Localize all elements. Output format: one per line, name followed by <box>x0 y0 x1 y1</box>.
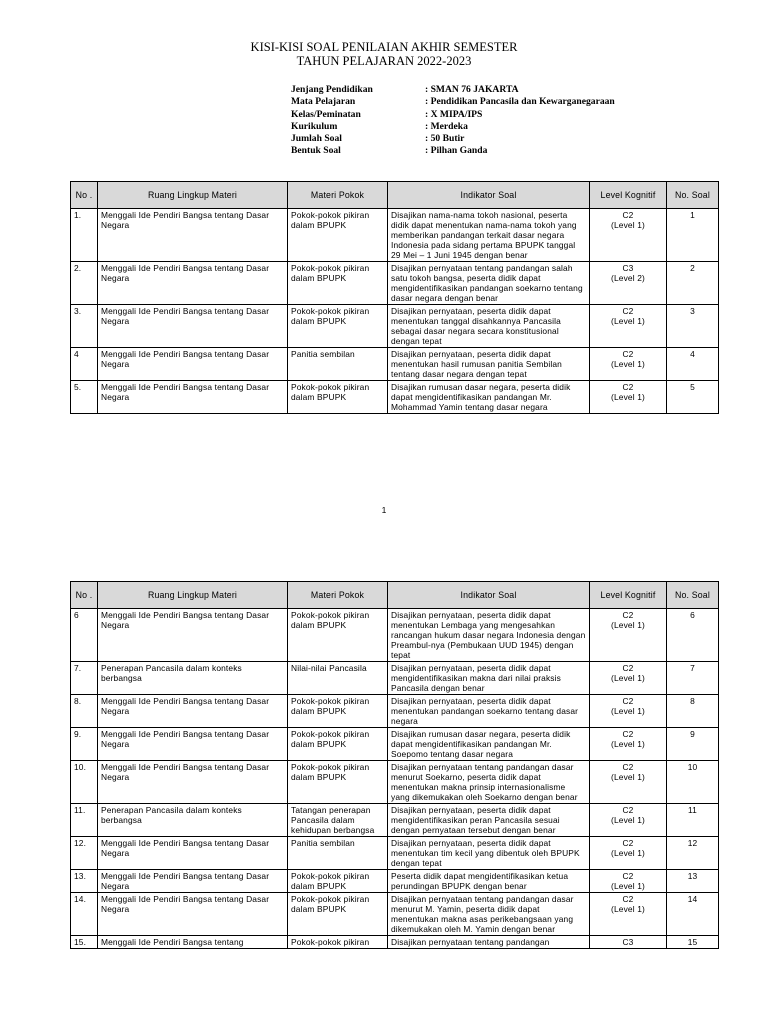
meta-label: Jenjang Pendidikan <box>291 84 373 95</box>
cell-materi-pokok: Pokok-pokok pikiran dalam BPUPK <box>288 609 388 662</box>
level-sub: (Level 1) <box>611 848 645 858</box>
table-row <box>71 695 719 728</box>
cell-no: 6 <box>71 609 98 662</box>
cell-no: 13. <box>71 870 98 893</box>
cell-indikator: Disajikan rumusan dasar negara, peserta didik dapat mengidentifikasikan pandangan Mr. Mohammad Yamin tentang dasar negara <box>388 381 590 414</box>
level-code: C2 <box>622 762 634 772</box>
cell-level <box>590 209 667 262</box>
table-row <box>71 936 719 949</box>
meta-row <box>291 96 615 108</box>
cell-materi-pokok: Pokok-pokok pikiran dalam BPUPK <box>288 893 388 936</box>
cell-no-soal: 9 <box>667 728 719 761</box>
table-row <box>71 305 719 348</box>
cell-level <box>590 728 667 761</box>
level-code: C3 <box>622 937 634 947</box>
meta-label: Kelas/Peminatan <box>291 108 361 120</box>
cell-materi-pokok: Tatangan penerapan Pancasila dalam kehidupan berbangsa <box>288 804 388 837</box>
cell-materi-pokok: Pokok-pokok pikiran dalam BPUPK <box>288 305 388 348</box>
col-header-indikator: Indikator Soal <box>388 182 590 209</box>
cell-no-soal: 11 <box>667 804 719 837</box>
cell-no: 12. <box>71 837 98 870</box>
cell-level <box>590 695 667 728</box>
cell-ruang-lingkup: Menggali Ide Pendiri Bangsa tentang Dasar Negara <box>98 893 288 936</box>
table-row <box>71 837 719 870</box>
cell-materi-pokok: Panitia sembilan <box>288 348 388 381</box>
cell-materi-pokok: Pokok-pokok pikiran dalam BPUPK <box>288 381 388 414</box>
cell-level <box>590 804 667 837</box>
cell-no-soal: 13 <box>667 870 719 893</box>
cell-no-soal: 14 <box>667 893 719 936</box>
cell-no-soal: 15 <box>667 936 719 949</box>
meta-value: : Pilhan Ganda <box>425 145 488 157</box>
cell-no: 3. <box>71 305 98 348</box>
level-code: C2 <box>622 838 634 848</box>
col-header-level: Level Kognitif <box>590 582 667 609</box>
table-row <box>71 804 719 837</box>
table-row <box>71 209 719 262</box>
col-header-materi: Materi Pokok <box>288 582 388 609</box>
level-code: C2 <box>622 805 634 815</box>
cell-no: 4 <box>71 348 98 381</box>
level-sub: (Level 1) <box>611 316 645 326</box>
cell-no: 14. <box>71 893 98 936</box>
cell-ruang-lingkup: Menggali Ide Pendiri Bangsa tentang Dasar Negara <box>98 695 288 728</box>
cell-no: 15. <box>71 936 98 949</box>
level-sub: (Level 1) <box>611 620 645 630</box>
level-sub: (Level 1) <box>611 772 645 782</box>
cell-materi-pokok: Pokok-pokok pikiran dalam BPUPK <box>288 209 388 262</box>
cell-materi-pokok: Pokok-pokok pikiran dalam BPUPK <box>288 761 388 804</box>
cell-level <box>590 893 667 936</box>
cell-no: 8. <box>71 695 98 728</box>
cell-no-soal: 12 <box>667 837 719 870</box>
meta-label: Jumlah Soal <box>291 133 342 145</box>
table-body-page-2 <box>71 609 719 949</box>
level-sub: (Level 1) <box>611 904 645 914</box>
meta-value: : Pendidikan Pancasila dan Kewarganegaraan <box>425 96 615 108</box>
table-row <box>71 262 719 305</box>
col-header-materi: Materi Pokok <box>288 182 388 209</box>
col-header-no: No . <box>71 182 98 209</box>
cell-no-soal: 6 <box>667 609 719 662</box>
cell-no-soal: 3 <box>667 305 719 348</box>
cell-indikator: Disajikan rumusan dasar negara, peserta didik dapat mengidentifikasikan pandangan Mr. Soepomo tentang dasar negara <box>388 728 590 761</box>
document-title: KISI-KISI SOAL PENILAIAN AKHIR SEMESTER <box>250 40 518 54</box>
meta-value: : 50 Butir <box>425 133 465 145</box>
cell-ruang-lingkup: Penerapan Pancasila dalam konteks berbangsa <box>98 804 288 837</box>
cell-ruang-lingkup: Menggali Ide Pendiri Bangsa tentang Dasar Negara <box>98 381 288 414</box>
cell-materi-pokok: Pokok-pokok pikiran dalam BPUPK <box>288 262 388 305</box>
meta-info <box>291 84 615 158</box>
cell-no: 5. <box>71 381 98 414</box>
level-sub: (Level 1) <box>611 359 645 369</box>
meta-row <box>291 145 615 157</box>
meta-value: : Merdeka <box>425 120 468 132</box>
cell-level <box>590 936 667 949</box>
meta-value: : SMAN 76 JAKARTA <box>425 84 519 95</box>
meta-row <box>291 109 615 121</box>
level-sub: (Level 1) <box>611 220 645 230</box>
level-code: C2 <box>622 729 634 739</box>
cell-materi-pokok: Nilai-nilai Pancasila <box>288 662 388 695</box>
cell-indikator: Disajikan pernyataan, peserta didik dapat menentukan Lembaga yang mengesahkan rancangan hukum dasar negara Indonesia dengan Preambul-nya (Pembukaan UUD 1945) dengan tepat <box>388 609 590 662</box>
level-code: C2 <box>622 382 634 392</box>
col-header-no: No . <box>71 582 98 609</box>
cell-no: 1. <box>71 209 98 262</box>
table-row <box>71 870 719 893</box>
cell-no-soal: 10 <box>667 761 719 804</box>
cell-indikator: Disajikan pernyataan, peserta didik dapat menentukan tim kecil yang dibentuk oleh BPUPK dengan tepat <box>388 837 590 870</box>
cell-no: 11. <box>71 804 98 837</box>
cell-level <box>590 348 667 381</box>
cell-no: 9. <box>71 728 98 761</box>
level-sub: (Level 1) <box>611 739 645 749</box>
meta-label: Kurikulum <box>291 120 338 132</box>
cell-ruang-lingkup: Menggali Ide Pendiri Bangsa tentang Dasar Negara <box>98 609 288 662</box>
cell-ruang-lingkup: Menggali Ide Pendiri Bangsa tentang Dasar Negara <box>98 837 288 870</box>
document-subtitle: TAHUN PELAJARAN 2022-2023 <box>296 54 472 68</box>
meta-value: : X MIPA/IPS <box>425 108 483 120</box>
cell-ruang-lingkup: Menggali Ide Pendiri Bangsa tentang Dasar Negara <box>98 348 288 381</box>
cell-level <box>590 870 667 893</box>
table-row <box>71 348 719 381</box>
table-header-row <box>71 582 719 609</box>
cell-level <box>590 262 667 305</box>
table-body-page-1 <box>71 209 719 414</box>
cell-no-soal: 8 <box>667 695 719 728</box>
meta-row <box>291 121 615 133</box>
table-row <box>71 893 719 936</box>
cell-level <box>590 837 667 870</box>
table-row <box>71 761 719 804</box>
col-header-level: Level Kognitif <box>590 182 667 209</box>
cell-materi-pokok: Pokok-pokok pikiran dalam BPUPK <box>288 695 388 728</box>
level-sub: (Level 1) <box>611 706 645 716</box>
table-row <box>71 381 719 414</box>
cell-indikator: Disajikan pernyataan tentang pandangan dasar menurut Soekarno, peserta didik dapat menentukan makna prinsip internasionalisme yang dikemukakan oleh Soekarno dengan benar <box>388 761 590 804</box>
col-header-ruang: Ruang Lingkup Materi <box>98 582 288 609</box>
level-code: C2 <box>622 610 634 620</box>
meta-label: Bentuk Soal <box>291 145 341 157</box>
level-sub: (Level 1) <box>611 392 645 402</box>
cell-indikator: Peserta didik dapat mengidentifikasikan ketua perundingan BPUPK dengan benar <box>388 870 590 893</box>
level-sub: (Level 2) <box>611 273 645 283</box>
cell-ruang-lingkup: Menggali Ide Pendiri Bangsa tentang Dasar Negara <box>98 761 288 804</box>
cell-indikator: Disajikan pernyataan, peserta didik dapat menentukan tanggal disahkannya Pancasila sebagai dasar negara secara konstitusional dengan tepat <box>388 305 590 348</box>
level-code: C2 <box>622 663 634 673</box>
cell-materi-pokok: Pokok-pokok pikiran dalam BPUPK <box>288 870 388 893</box>
col-header-soal: No. Soal <box>667 182 719 209</box>
kisi-table-page-2 <box>70 581 719 949</box>
cell-ruang-lingkup: Menggali Ide Pendiri Bangsa tentang Dasar Negara <box>98 870 288 893</box>
cell-no-soal: 7 <box>667 662 719 695</box>
level-code: C3 <box>622 263 634 273</box>
cell-no: 2. <box>71 262 98 305</box>
cell-indikator: Disajikan pernyataan, peserta didik dapat mengidentifikasikan makna dari nilai praksis Pancasila dengan benar <box>388 662 590 695</box>
table-header-row <box>71 182 719 209</box>
cell-level <box>590 381 667 414</box>
level-code: C2 <box>622 894 634 904</box>
cell-indikator: Disajikan pernyataan tentang pandangan salah satu tokoh bangsa, peserta didik dapat mengidentifikasikan pandangan soekarno tentang dasar negara dengan benar <box>388 262 590 305</box>
cell-level <box>590 305 667 348</box>
cell-no-soal: 4 <box>667 348 719 381</box>
table-row <box>71 662 719 695</box>
table-row <box>71 609 719 662</box>
level-code: C2 <box>622 696 634 706</box>
cell-materi-pokok: Pokok-pokok pikiran dalam BPUPK <box>288 728 388 761</box>
cell-ruang-lingkup: Menggali Ide Pendiri Bangsa tentang Dasar Negara <box>98 262 288 305</box>
cell-no: 7. <box>71 662 98 695</box>
cell-no-soal: 1 <box>667 209 719 262</box>
level-sub: (Level 1) <box>611 815 645 825</box>
cell-ruang-lingkup: Menggali Ide Pendiri Bangsa tentang Dasar Negara <box>98 209 288 262</box>
cell-indikator: Disajikan pernyataan, peserta didik dapat menentukan hasil rumusan panitia Sembilan tentang dasar negara dengan tepat <box>388 348 590 381</box>
level-sub: (Level 1) <box>611 881 645 891</box>
kisi-table-page-1 <box>70 181 719 414</box>
meta-row <box>291 84 615 96</box>
table-row <box>71 728 719 761</box>
level-code: C2 <box>622 871 634 881</box>
cell-ruang-lingkup: Menggali Ide Pendiri Bangsa tentang <box>98 936 288 949</box>
cell-ruang-lingkup: Menggali Ide Pendiri Bangsa tentang Dasar Negara <box>98 728 288 761</box>
level-code: C2 <box>622 349 634 359</box>
cell-indikator: Disajikan nama-nama tokoh nasional, peserta didik dapat menentukan nama-nama tokoh yang memberikan pandangan terkait dasar negara Indonesia pada sidang pertama BPUPK tanggal 29 Mei – 1 Juni 1945 dengan benar <box>388 209 590 262</box>
cell-no-soal: 2 <box>667 262 719 305</box>
cell-ruang-lingkup: Menggali Ide Pendiri Bangsa tentang Dasar Negara <box>98 305 288 348</box>
col-header-soal: No. Soal <box>667 582 719 609</box>
col-header-ruang: Ruang Lingkup Materi <box>98 182 288 209</box>
meta-label: Mata Pelajaran <box>291 96 356 108</box>
cell-materi-pokok: Pokok-pokok pikiran <box>288 936 388 949</box>
cell-materi-pokok: Panitia sembilan <box>288 837 388 870</box>
col-header-indikator: Indikator Soal <box>388 582 590 609</box>
page-number: 1 <box>381 505 387 515</box>
cell-level <box>590 761 667 804</box>
cell-indikator: Disajikan pernyataan, peserta didik dapat menentukan pandangan soekarno tentang dasar negara <box>388 695 590 728</box>
level-code: C2 <box>622 306 634 316</box>
cell-no-soal: 5 <box>667 381 719 414</box>
level-code: C2 <box>622 210 634 220</box>
cell-no: 10. <box>71 761 98 804</box>
cell-level <box>590 662 667 695</box>
cell-indikator: Disajikan pernyataan tentang pandangan dasar menurut M. Yamin, peserta didik dapat menentukan makna asas perikebangsaan yang dikemukakan oleh M. Yamin dengan benar <box>388 893 590 936</box>
level-sub: (Level 1) <box>611 673 645 683</box>
meta-row <box>291 133 615 145</box>
cell-level <box>590 609 667 662</box>
cell-ruang-lingkup: Penerapan Pancasila dalam konteks berbangsa <box>98 662 288 695</box>
cell-indikator: Disajikan pernyataan tentang pandangan <box>388 936 590 949</box>
cell-indikator: Disajikan pernyataan, peserta didik dapat mengidentifikasikan peran Pancasila sesuai dengan pernyataan tersebut dengan benar <box>388 804 590 837</box>
